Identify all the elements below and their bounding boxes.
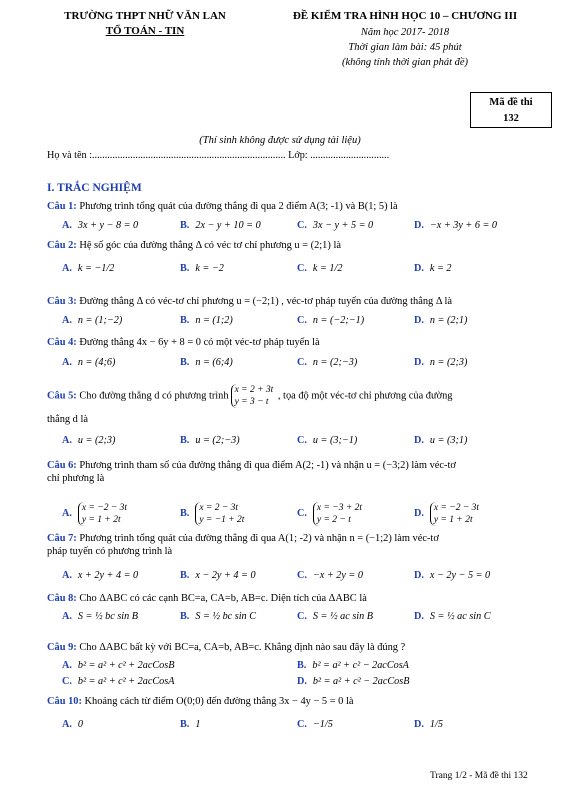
question-text: Cho ΔABC bất kỳ với BC=a, CA=b, AB=c. Khẳng định nào sau đây là đúng ?: [76, 642, 406, 653]
option-text: b² = a² + c² − 2acCosA: [312, 660, 409, 671]
answer-option-c[interactable]: [62, 676, 174, 687]
question-7: [47, 533, 547, 557]
answer-option-b[interactable]: [180, 315, 233, 326]
exam-code: 132: [503, 113, 519, 124]
question-text-cont: pháp tuyến có phương trình là: [47, 546, 173, 557]
answer-option-a[interactable]: [62, 435, 115, 446]
answer-option-c[interactable]: [297, 570, 363, 581]
question-label: Câu 8:: [47, 593, 77, 604]
answer-option-b[interactable]: [297, 660, 409, 671]
option-letter: A.: [62, 263, 72, 274]
option-text: 3x − y + 5 = 0: [312, 220, 374, 231]
option-letter: C.: [297, 220, 307, 231]
answer-option-a[interactable]: [62, 315, 122, 326]
option-text: n = (2;1): [429, 315, 468, 326]
option-text: u = (2;3): [77, 435, 116, 446]
option-text: b² = a² + c² + 2acCosB: [77, 660, 175, 671]
option-letter: D.: [414, 220, 424, 231]
option-letter: C.: [297, 570, 307, 581]
option-text: b² = a² + c² − 2acCosB: [312, 676, 410, 687]
option-text: k = −2: [195, 263, 224, 274]
student-info-line[interactable]: Họ và tên :............................................................................ Lớp: ...............................: [47, 150, 390, 161]
answer-option-c[interactable]: [297, 263, 342, 274]
answer-option-d[interactable]: [414, 435, 467, 446]
option-letter: D.: [414, 315, 424, 326]
question-text: Phương trình tổng quát của đường thẳng đi qua A(1; -2) và nhận n = (−1;2) làm véc-tơ: [76, 533, 439, 544]
question-text: Cho đường thẳng d có phương trình: [76, 390, 229, 402]
option-letter: A.: [62, 660, 72, 671]
system-line: y = 3 − t: [234, 397, 269, 407]
question-label: Câu 10:: [47, 696, 82, 707]
system-line: x = −3 + 2t: [316, 503, 362, 513]
answer-option-a[interactable]: [62, 220, 138, 231]
option-text: n = (4;6): [77, 357, 116, 368]
question-9: [47, 642, 547, 653]
option-letter: B.: [180, 315, 190, 326]
option-letter: A.: [62, 315, 72, 326]
answer-option-d[interactable]: [414, 220, 497, 231]
option-text: 2x − y + 10 = 0: [195, 220, 261, 231]
option-text: 3x + y − 8 = 0: [77, 220, 139, 231]
system-line: y = 2 − t: [316, 515, 351, 525]
option-text: k = 1/2: [312, 263, 343, 274]
option-text: n = (1;−2): [77, 315, 123, 326]
answer-option-b[interactable]: [180, 719, 200, 730]
option-letter: A.: [62, 508, 72, 520]
option-system: [195, 502, 244, 526]
option-letter: B.: [180, 435, 190, 446]
option-system: [78, 502, 127, 526]
option-system: [430, 502, 479, 526]
question-label: Câu 6:: [47, 460, 77, 471]
question-label: Câu 4:: [47, 337, 77, 348]
option-letter: C.: [297, 435, 307, 446]
question-3: [47, 296, 547, 307]
system-line: y = −1 + 2t: [199, 515, 245, 525]
option-text: 0: [77, 719, 83, 730]
answer-option-b[interactable]: [180, 435, 240, 446]
option-letter: C.: [297, 357, 307, 368]
option-letter: D.: [414, 719, 424, 730]
answer-option-a[interactable]: [62, 357, 115, 368]
system-line: x = −2 − 3t: [433, 503, 479, 513]
answer-option-a[interactable]: [62, 611, 138, 622]
option-text: b² = a² + c² + 2acCosA: [77, 676, 175, 687]
answer-option-d[interactable]: [414, 719, 443, 730]
system-line: x = 2 − 3t: [199, 503, 239, 513]
option-text: x + 2y + 4 = 0: [77, 570, 139, 581]
option-letter: C.: [297, 508, 307, 520]
system-line: y = 1 + 2t: [433, 515, 473, 525]
answer-option-a[interactable]: [62, 660, 174, 671]
option-text: −x + 2y = 0: [312, 570, 363, 581]
option-letter: C.: [62, 676, 72, 687]
question-text: Phương trình tham số của đường thẳng đi qua điểm A(2; -1) và nhận u = (−3;2) làm véc-tơ: [76, 460, 456, 471]
answer-option-d[interactable]: [414, 263, 452, 274]
system-line: y = 1 + 2t: [81, 515, 121, 525]
answer-option-c[interactable]: [297, 719, 333, 730]
question-6: [47, 460, 547, 484]
question-text: Phương trình tổng quát của đường thẳng đi qua 2 điểm A(3; -1) và B(1; 5) là: [76, 201, 398, 212]
question-text-cont: thẳng d là: [47, 414, 88, 425]
option-letter: B.: [180, 611, 190, 622]
question-text: Cho ΔABC có các cạnh BC=a, CA=b, AB=c. Diện tích của ΔABC là: [76, 593, 367, 604]
option-letter: D.: [414, 435, 424, 446]
question-2: [47, 240, 547, 251]
answer-option-b[interactable]: [180, 502, 244, 526]
option-text: k = 2: [429, 263, 452, 274]
question-8: [47, 593, 547, 604]
option-text: n = (1;2): [195, 315, 233, 326]
option-letter: A.: [62, 611, 72, 622]
exam-code-box: [470, 92, 552, 128]
answer-option-b[interactable]: [180, 357, 233, 368]
question-text: Đường thẳng 4x − 6y + 8 = 0 có một véc-tơ pháp tuyến là: [76, 337, 320, 348]
school-year: Năm học 2017- 2018: [360, 27, 450, 38]
page-footer: Trang 1/2 - Mã đề thi 132: [430, 771, 528, 781]
answer-option-a[interactable]: [62, 502, 127, 526]
option-letter: A.: [62, 435, 72, 446]
answer-option-c[interactable]: [297, 357, 357, 368]
option-system: [313, 502, 362, 526]
duration-note: (không tính thời gian phát đề): [341, 57, 469, 68]
option-text: S = ½ bc sin B: [77, 611, 138, 622]
option-text: S = ½ ac sin B: [312, 611, 373, 622]
option-letter: D.: [414, 357, 424, 368]
answer-option-c[interactable]: [297, 502, 362, 526]
option-letter: B.: [180, 220, 190, 231]
option-letter: D.: [414, 508, 424, 520]
answer-option-c[interactable]: [297, 315, 364, 326]
option-text: u = (3;−1): [312, 435, 358, 446]
answer-option-c[interactable]: [297, 611, 373, 622]
option-text: n = (6;4): [195, 357, 233, 368]
option-letter: A.: [62, 719, 72, 730]
school-name: TRƯỜNG THPT NHỮ VĂN LAN: [64, 10, 226, 22]
option-letter: D.: [297, 676, 307, 687]
question-label: Câu 9:: [47, 642, 77, 653]
question-label: Câu 7:: [47, 533, 77, 544]
group-name: TỔ TOÁN - TIN: [105, 25, 185, 37]
answer-option-a[interactable]: [62, 719, 83, 730]
option-letter: C.: [297, 315, 307, 326]
option-letter: D.: [414, 263, 424, 274]
section-title: [47, 182, 142, 194]
answer-option-a[interactable]: [62, 570, 138, 581]
option-text: −1/5: [312, 719, 333, 730]
option-letter: A.: [62, 220, 72, 231]
answer-option-d[interactable]: [414, 611, 491, 622]
option-letter: A.: [62, 357, 72, 368]
answer-option-d[interactable]: [414, 357, 467, 368]
option-letter: B.: [180, 570, 190, 581]
section-title-text: I. TRẮC NGHIỆM: [47, 182, 142, 194]
option-letter: B.: [180, 508, 190, 520]
system-line: x = 2 + 3t: [234, 385, 274, 395]
system-line: x = −2 − 3t: [81, 503, 127, 513]
option-letter: B.: [180, 719, 190, 730]
option-letter: C.: [297, 263, 307, 274]
option-text: x − 2y − 5 = 0: [429, 570, 491, 581]
question-text-cont: , tọa độ một véc-tơ chỉ phương của đường: [275, 390, 453, 402]
option-text: S = ½ ac sin C: [429, 611, 491, 622]
option-text: 1: [195, 719, 201, 730]
duration: Thời gian làm bài: 45 phút: [348, 42, 462, 53]
answer-option-b[interactable]: [180, 570, 256, 581]
option-text: n = (2;3): [429, 357, 468, 368]
question-text: Khoảng cách từ điểm O(0;0) đến đường thẳng 3x − 4y − 5 = 0 là: [81, 696, 354, 707]
answer-option-c[interactable]: [297, 220, 373, 231]
answer-option-b[interactable]: [180, 263, 224, 274]
answer-option-d[interactable]: [414, 570, 490, 581]
question-10: [47, 696, 547, 707]
exam-code-label: Mã đề thi: [489, 97, 533, 108]
question-label: Câu 3:: [47, 296, 77, 307]
question-label: Câu 5:: [47, 390, 77, 402]
question-label: Câu 2:: [47, 240, 77, 251]
question-text-cont: chỉ phương là: [47, 473, 105, 484]
option-text: n = (2;−3): [312, 357, 358, 368]
no-documents-note: (Thí sinh không được sử dụng tài liệu): [199, 135, 361, 146]
option-letter: A.: [62, 570, 72, 581]
question-text: Đường thẳng Δ có véc-tơ chỉ phương u = (−2;1) , véc-tơ pháp tuyến của đường thẳng Δ là: [76, 296, 453, 307]
answer-option-d[interactable]: [297, 676, 409, 687]
option-text: x − 2y + 4 = 0: [195, 570, 256, 581]
parametric-system: [231, 384, 274, 408]
option-text: S = ½ bc sin C: [195, 611, 256, 622]
option-text: u = (3;1): [429, 435, 468, 446]
answer-option-a[interactable]: [62, 263, 114, 274]
option-text: 1/5: [429, 719, 443, 730]
answer-option-d[interactable]: [414, 502, 479, 526]
question-4: [47, 337, 547, 348]
answer-option-b[interactable]: [180, 611, 256, 622]
option-text: k = −1/2: [77, 263, 115, 274]
option-letter: C.: [297, 611, 307, 622]
answer-option-d[interactable]: [414, 315, 467, 326]
exam-title: ĐỀ KIỂM TRA HÌNH HỌC 10 – CHƯƠNG III: [292, 10, 518, 22]
answer-option-c[interactable]: [297, 435, 357, 446]
option-letter: D.: [414, 570, 424, 581]
question-label: Câu 1:: [47, 201, 77, 212]
option-text: u = (2;−3): [195, 435, 240, 446]
option-text: n = (−2;−1): [312, 315, 365, 326]
answer-option-b[interactable]: [180, 220, 261, 231]
question-text: Hệ số góc của đường thẳng Δ có véc tơ chỉ phương u = (2;1) là: [76, 240, 341, 251]
question-5: [47, 384, 547, 425]
option-letter: D.: [414, 611, 424, 622]
option-letter: B.: [180, 263, 190, 274]
option-letter: B.: [297, 660, 307, 671]
option-text: −x + 3y + 6 = 0: [429, 220, 498, 231]
option-letter: B.: [180, 357, 190, 368]
question-1: [47, 201, 547, 212]
option-letter: C.: [297, 719, 307, 730]
